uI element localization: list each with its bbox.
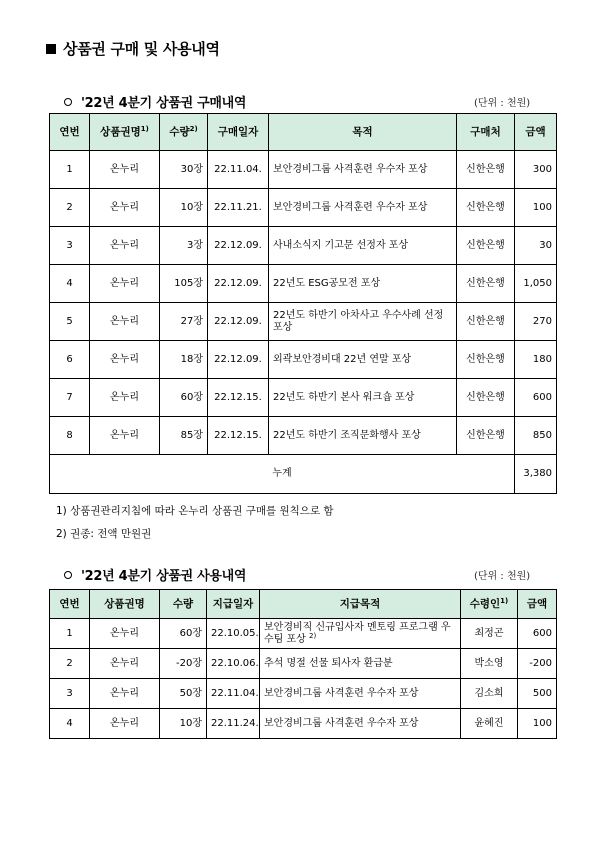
cell-purpose: 22년도 하반기 본사 워크숍 포상 bbox=[269, 379, 457, 417]
cell-no: 7 bbox=[50, 379, 90, 417]
header-amount: 금액 bbox=[515, 114, 557, 151]
header-amount: 금액 bbox=[518, 590, 557, 619]
cell-amount: 600 bbox=[515, 379, 557, 417]
cell-purpose: 보안경비직 신규입사자 멘토링 프로그램 우수팀 포상 $^{2)}$ bbox=[260, 619, 461, 649]
cell-vendor: 신한은행 bbox=[457, 189, 515, 227]
cell-amount: 100 bbox=[515, 189, 557, 227]
footnote-marker: 1) bbox=[500, 597, 509, 605]
cell-type: 온누리 bbox=[90, 265, 160, 303]
cell-date: 22.11.04. bbox=[208, 151, 269, 189]
cell-date: 22.12.09. bbox=[208, 303, 269, 341]
cell-vendor: 신한은행 bbox=[457, 303, 515, 341]
cell-recipient: 박소영 bbox=[461, 649, 518, 679]
purchase-table bbox=[49, 113, 557, 494]
cell-type: 온누리 bbox=[90, 619, 160, 649]
cell-purpose: 22년도 하반기 조직문화행사 포상 bbox=[269, 417, 457, 455]
purchase-header-row bbox=[50, 114, 557, 151]
table-row bbox=[50, 151, 557, 189]
header-purpose: 지급목적 bbox=[260, 590, 461, 619]
header-type: 상품권명 bbox=[90, 590, 160, 619]
table-row bbox=[50, 341, 557, 379]
cell-amount: 850 bbox=[515, 417, 557, 455]
cell-amount: 270 bbox=[515, 303, 557, 341]
purchase-footnote-1: 1) 상품권관리지침에 따라 온누리 상품권 구매를 원칙으로 함 bbox=[56, 505, 334, 517]
total-amount: 3,380 bbox=[515, 455, 557, 494]
cell-vendor: 신한은행 bbox=[457, 379, 515, 417]
cell-type: 온누리 bbox=[90, 379, 160, 417]
cell-date: 22.12.15. bbox=[208, 417, 269, 455]
cell-type: 온누리 bbox=[90, 649, 160, 679]
footnote-marker: 2) bbox=[189, 125, 198, 133]
cell-qty: 60장 bbox=[160, 379, 208, 417]
cell-vendor: 신한은행 bbox=[457, 341, 515, 379]
usage-unit-label: (단위 : 천원) bbox=[474, 571, 531, 582]
cell-no: 2 bbox=[50, 649, 90, 679]
cell-amount: 600 bbox=[518, 619, 557, 649]
table-row bbox=[50, 619, 557, 649]
cell-qty: 18장 bbox=[160, 341, 208, 379]
table-row bbox=[50, 227, 557, 265]
cell-qty: 30장 bbox=[160, 151, 208, 189]
usage-section-title bbox=[64, 565, 246, 584]
cell-date: 22.11.24. bbox=[207, 709, 260, 739]
usage-title-text: '22년 4분기 상품권 사용내역 bbox=[81, 569, 247, 584]
black-square-bullet-icon bbox=[46, 44, 56, 54]
cell-amount: 100 bbox=[518, 709, 557, 739]
cell-amount: 300 bbox=[515, 151, 557, 189]
cell-no: 1 bbox=[50, 619, 90, 649]
cell-no: 8 bbox=[50, 417, 90, 455]
cell-purpose: 보안경비그룹 사격훈련 우수자 포상 bbox=[269, 151, 457, 189]
table-row bbox=[50, 265, 557, 303]
cell-date: 22.12.09. bbox=[208, 341, 269, 379]
cell-qty: 27장 bbox=[160, 303, 208, 341]
cell-type: 온누리 bbox=[90, 709, 160, 739]
purchase-unit-label: (단위 : 천원) bbox=[474, 98, 531, 109]
footnote-marker: 2) bbox=[309, 631, 317, 640]
cell-purpose: 22년도 ESG공모전 포상 bbox=[269, 265, 457, 303]
cell-no: 2 bbox=[50, 189, 90, 227]
cell-date: 22.12.09. bbox=[208, 265, 269, 303]
header-date: 지급일자 bbox=[207, 590, 260, 619]
table-row bbox=[50, 379, 557, 417]
cell-type: 온누리 bbox=[90, 189, 160, 227]
cell-date: 22.11.04. bbox=[207, 679, 260, 709]
cell-type: 온누리 bbox=[90, 341, 160, 379]
cell-amount: 180 bbox=[515, 341, 557, 379]
cell-type: 온누리 bbox=[90, 679, 160, 709]
circle-bullet-icon bbox=[64, 571, 72, 579]
cell-purpose: 보안경비그룹 사격훈련 우수자 포상 bbox=[260, 679, 461, 709]
cell-no: 6 bbox=[50, 341, 90, 379]
cell-qty: 3장 bbox=[160, 227, 208, 265]
cell-no: 3 bbox=[50, 227, 90, 265]
cell-qty: 10장 bbox=[160, 709, 207, 739]
header-purpose: 목적 bbox=[269, 114, 457, 151]
purchase-title-text: '22년 4분기 상품권 구매내역 bbox=[81, 96, 247, 111]
table-row bbox=[50, 417, 557, 455]
cell-recipient: 김소희 bbox=[461, 679, 518, 709]
usage-header-row bbox=[50, 590, 557, 619]
main-title bbox=[46, 38, 220, 59]
total-label: 누계 bbox=[50, 455, 515, 494]
cell-purpose: 보안경비그룹 사격훈련 우수자 포상 bbox=[260, 709, 461, 739]
cell-date: 22.10.06. bbox=[207, 649, 260, 679]
cell-vendor: 신한은행 bbox=[457, 227, 515, 265]
table-row bbox=[50, 303, 557, 341]
cell-vendor: 신한은행 bbox=[457, 151, 515, 189]
cell-amount: 1,050 bbox=[515, 265, 557, 303]
table-row bbox=[50, 649, 557, 679]
cell-amount: 30 bbox=[515, 227, 557, 265]
cell-date: 22.12.09. bbox=[208, 227, 269, 265]
table-row bbox=[50, 189, 557, 227]
cell-purpose: 사내소식지 기고문 선정자 포상 bbox=[269, 227, 457, 265]
cell-purpose: 추석 명절 선물 퇴사자 환급분 bbox=[260, 649, 461, 679]
cell-qty: 85장 bbox=[160, 417, 208, 455]
cell-no: 4 bbox=[50, 709, 90, 739]
cell-type: 온누리 bbox=[90, 227, 160, 265]
header-date: 구매일자 bbox=[208, 114, 269, 151]
cell-qty: 50장 bbox=[160, 679, 207, 709]
table-row bbox=[50, 709, 557, 739]
header-no: 연번 bbox=[50, 590, 90, 619]
cell-type: 온누리 bbox=[90, 151, 160, 189]
cell-qty: 60장 bbox=[160, 619, 207, 649]
cell-purpose: 외곽보안경비대 22년 연말 포상 bbox=[269, 341, 457, 379]
cell-type: 온누리 bbox=[90, 417, 160, 455]
footnote-marker: 1) bbox=[140, 125, 149, 133]
cell-qty: 105장 bbox=[160, 265, 208, 303]
cell-amount: 500 bbox=[518, 679, 557, 709]
usage-table bbox=[49, 589, 557, 739]
purchase-total-row bbox=[50, 455, 557, 494]
header-type: 상품권명$^{1)}$ bbox=[90, 114, 160, 151]
circle-bullet-icon bbox=[64, 98, 72, 106]
header-qty: 수량 bbox=[160, 590, 207, 619]
header-no: 연번 bbox=[50, 114, 90, 151]
cell-qty: 10장 bbox=[160, 189, 208, 227]
cell-purpose: 보안경비그룹 사격훈련 우수자 포상 bbox=[269, 189, 457, 227]
cell-no: 3 bbox=[50, 679, 90, 709]
header-recipient: 수령인$^{1)}$ bbox=[461, 590, 518, 619]
header-vendor: 구매처 bbox=[457, 114, 515, 151]
cell-vendor: 신한은행 bbox=[457, 417, 515, 455]
cell-date: 22.10.05. bbox=[207, 619, 260, 649]
cell-no: 5 bbox=[50, 303, 90, 341]
cell-recipient: 윤혜진 bbox=[461, 709, 518, 739]
table-row bbox=[50, 679, 557, 709]
cell-no: 1 bbox=[50, 151, 90, 189]
cell-recipient: 최정곤 bbox=[461, 619, 518, 649]
header-qty: 수량$^{2)}$ bbox=[160, 114, 208, 151]
cell-qty: -20장 bbox=[160, 649, 207, 679]
cell-date: 22.11.21. bbox=[208, 189, 269, 227]
cell-amount: -200 bbox=[518, 649, 557, 679]
main-title-text: 상품권 구매 및 사용내역 bbox=[63, 40, 220, 58]
cell-no: 4 bbox=[50, 265, 90, 303]
cell-vendor: 신한은행 bbox=[457, 265, 515, 303]
purchase-footnote-2: 2) 권종: 전액 만원권 bbox=[56, 528, 152, 540]
cell-type: 온누리 bbox=[90, 303, 160, 341]
cell-date: 22.12.15. bbox=[208, 379, 269, 417]
purchase-section-title bbox=[64, 92, 246, 111]
cell-purpose: 22년도 하반기 아차사고 우수사례 선정 포상 bbox=[269, 303, 457, 341]
